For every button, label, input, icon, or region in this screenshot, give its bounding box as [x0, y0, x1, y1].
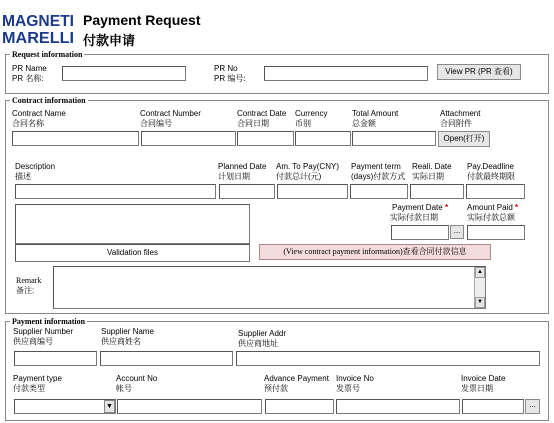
- reali-date-label-cn: 实际日期: [412, 172, 444, 181]
- attachment-label: Attachment: [440, 109, 481, 118]
- open-attachment-button[interactable]: Open(打开): [438, 131, 490, 147]
- request-info-legend: Request information: [12, 50, 83, 59]
- payment-date-picker-button[interactable]: ...: [450, 225, 464, 239]
- pr-name-label: PR Name: [12, 64, 47, 73]
- supplier-addr-label-cn: 供应商地址: [238, 339, 278, 348]
- contract-info-legend: Contract information: [12, 96, 86, 105]
- payment-type-label-cn: 付款类型: [13, 384, 45, 393]
- supplier-addr-label: Supplier Addr: [238, 329, 287, 338]
- pr-no-input[interactable]: [264, 66, 428, 81]
- page-title: Payment Request: [83, 12, 201, 28]
- invoice-no-label-cn: 发票号: [336, 384, 360, 393]
- planned-date-label: Planned Date: [218, 162, 267, 171]
- invoice-date-label-cn: 发票日期: [461, 384, 493, 393]
- amount-paid-label-cn: 实际付款总额: [467, 213, 515, 222]
- supplier-addr-input[interactable]: [236, 351, 540, 366]
- scroll-down-icon[interactable]: ▼: [475, 297, 485, 308]
- pr-name-input[interactable]: [62, 66, 186, 81]
- planned-date-input[interactable]: [219, 184, 275, 199]
- contract-number-label-cn: 合同编号: [140, 119, 172, 128]
- total-amount-input[interactable]: [352, 131, 436, 146]
- contract-date-input[interactable]: [237, 131, 294, 146]
- contract-name-label: Contract Name: [12, 109, 66, 118]
- pay-deadline-input[interactable]: [466, 184, 525, 199]
- account-no-label-cn: 帐号: [116, 384, 132, 393]
- account-no-input[interactable]: [117, 399, 262, 414]
- contract-name-input[interactable]: [12, 131, 139, 146]
- description-label: Description: [15, 162, 56, 171]
- supplier-number-label-cn: 供应商编号: [13, 337, 53, 346]
- supplier-name-label: Supplier Name: [101, 327, 154, 336]
- contract-name-label-cn: 合同名称: [12, 119, 44, 128]
- required-mark: *: [515, 203, 519, 212]
- advance-payment-input[interactable]: [265, 399, 334, 414]
- remark-textarea[interactable]: [53, 266, 486, 309]
- amount-paid-label: Amount Paid *: [467, 203, 519, 212]
- chevron-down-icon[interactable]: ▼: [104, 400, 115, 413]
- am-to-pay-input[interactable]: [277, 184, 348, 199]
- attachment-label-cn: 合同附件: [440, 119, 472, 128]
- required-mark: *: [444, 203, 449, 212]
- am-to-pay-label: Am. To Pay(CNY): [276, 162, 339, 171]
- logo-line1: MAGNETI: [2, 13, 74, 30]
- invoice-date-label: Invoice Date: [461, 374, 506, 383]
- total-amount-label-cn: 总金额: [352, 119, 376, 128]
- invoice-no-input[interactable]: [336, 399, 460, 414]
- reali-date-label: Reali. Date: [412, 162, 452, 171]
- pr-no-label-cn: PR 编号:: [214, 74, 246, 83]
- pay-deadline-label-cn: 付款最终期限: [467, 172, 515, 181]
- payment-term-label: Payment term: [351, 162, 401, 171]
- description-input[interactable]: [15, 184, 216, 199]
- pr-no-label: PR No: [214, 64, 238, 73]
- pay-deadline-label: Pay.Deadline: [467, 162, 514, 171]
- payment-date-label: Payment Date *: [392, 203, 449, 212]
- payment-date-label-cn: 实际付款日期: [390, 213, 438, 222]
- advance-payment-label: Advance Payment: [264, 374, 329, 383]
- am-to-pay-label-cn: 付款总计(元): [276, 172, 322, 181]
- supplier-name-input[interactable]: [100, 351, 233, 366]
- contract-number-input[interactable]: [141, 131, 236, 146]
- contract-number-label: Contract Number: [140, 109, 201, 118]
- remark-label-cn: 备注:: [16, 286, 35, 295]
- invoice-no-label: Invoice No: [336, 374, 374, 383]
- payment-type-select[interactable]: [14, 399, 116, 414]
- amount-paid-input[interactable]: [467, 225, 525, 240]
- payment-info-legend: Payment information: [12, 317, 86, 326]
- payment-type-label: Payment type: [13, 374, 62, 383]
- magneti-marelli-logo: [2, 11, 74, 45]
- invoice-date-input[interactable]: [462, 399, 524, 414]
- invoice-date-picker-button[interactable]: ...: [525, 399, 540, 414]
- contract-date-label: Contract Date: [237, 109, 287, 118]
- view-pr-button[interactable]: View PR (PR 查看): [437, 64, 521, 80]
- planned-date-label-cn: 计划日期: [218, 172, 250, 181]
- advance-payment-label-cn: 预付款: [264, 384, 288, 393]
- account-no-label: Account No: [116, 374, 158, 383]
- currency-label: Currency: [295, 109, 328, 118]
- scroll-up-icon[interactable]: ▲: [475, 267, 485, 278]
- currency-input[interactable]: [295, 131, 351, 146]
- view-contract-payment-button[interactable]: (View contract payment information)查看合同付款信息: [259, 244, 491, 260]
- supplier-number-input[interactable]: [14, 351, 97, 366]
- payment-term-label-cn: (days)付款方式: [351, 172, 406, 181]
- logo-line2: MARELLI: [2, 30, 74, 45]
- total-amount-label: Total Amount: [352, 109, 399, 118]
- validation-files-list[interactable]: [15, 204, 250, 244]
- validation-files-label: Validation files: [15, 244, 250, 262]
- page-title-cn: 付款申请: [83, 33, 136, 48]
- currency-label-cn: 币别: [295, 119, 311, 128]
- contract-date-label-cn: 合同日期: [237, 119, 269, 128]
- remark-scrollbar[interactable]: [474, 267, 485, 308]
- supplier-number-label: Supplier Number: [13, 327, 74, 336]
- description-label-cn: 描述: [15, 172, 31, 181]
- payment-date-input[interactable]: [391, 225, 449, 240]
- supplier-name-label-cn: 供应商姓名: [101, 337, 141, 346]
- pr-name-label-cn: PR 名称:: [12, 74, 44, 83]
- remark-label: Remark: [16, 276, 42, 285]
- reali-date-input[interactable]: [410, 184, 464, 199]
- payment-term-input[interactable]: [350, 184, 408, 199]
